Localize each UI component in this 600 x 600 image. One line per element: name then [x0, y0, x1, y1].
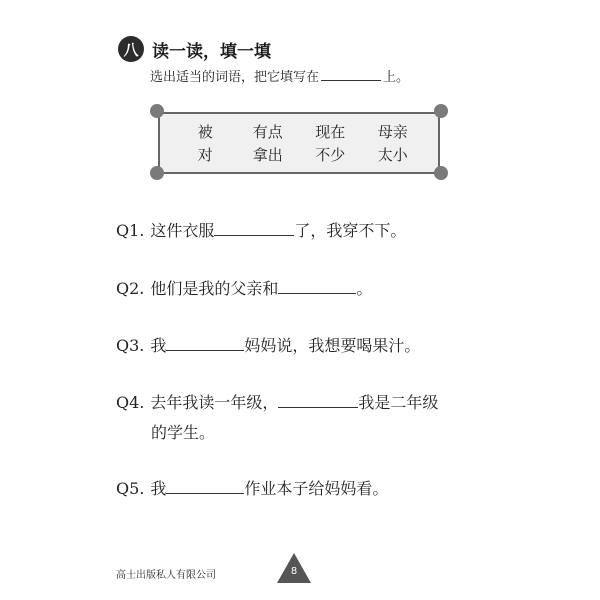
question-number: Q4. [116, 393, 145, 412]
question-text: 这件衣服 [150, 221, 215, 240]
question-1 [116, 218, 406, 241]
word-option: 太小 [377, 146, 408, 164]
question-text: 妈妈说，我想要喝果汁。 [244, 336, 421, 355]
section-number-badge: 八 [118, 36, 144, 62]
question-text: 我 [150, 479, 167, 498]
publisher-name: 高士出版私人有限公司 [116, 570, 216, 581]
answer-blank[interactable] [278, 393, 358, 408]
word-option: 有点 [252, 123, 283, 141]
answer-blank[interactable] [166, 479, 244, 494]
word-option: 被 [197, 123, 213, 141]
question-number: Q3. [116, 336, 145, 355]
section-header [118, 36, 271, 62]
corner-dot [434, 104, 448, 118]
question-number: Q2. [116, 279, 145, 298]
word-option: 母亲 [377, 123, 408, 141]
question-2 [116, 276, 372, 299]
word-option: 现在 [315, 123, 346, 141]
question-text: 我 [150, 336, 167, 355]
word-option: 不少 [315, 146, 346, 164]
instruction-after: 上。 [383, 70, 410, 85]
question-5 [116, 476, 388, 499]
instruction-text [150, 66, 409, 85]
question-text: 去年我读一年级， [150, 393, 279, 412]
instruction-before: 选出适当的词语，把它填写在 [150, 70, 320, 85]
answer-blank[interactable] [278, 279, 356, 294]
question-3 [116, 333, 420, 356]
question-text: 。 [356, 279, 373, 298]
word-grid [160, 114, 438, 172]
question-number: Q5. [116, 479, 145, 498]
question-4-continuation: 的学生。 [151, 423, 216, 442]
answer-blank[interactable] [214, 221, 294, 236]
corner-dot [150, 166, 164, 180]
corner-dot [434, 166, 448, 180]
question-text: 我是二年级 [358, 393, 439, 412]
question-text: 了，我穿不下。 [294, 221, 407, 240]
word-box [150, 104, 450, 180]
answer-blank[interactable] [166, 336, 244, 351]
instruction-blank [321, 68, 381, 81]
question-text: 他们是我的父亲和 [150, 279, 279, 298]
question-text: 作业本子给妈妈看。 [244, 479, 389, 498]
question-number: Q1. [116, 221, 145, 240]
page-number: 8 [290, 566, 298, 577]
word-box-frame [158, 112, 440, 174]
word-option: 对 [197, 146, 213, 164]
word-option: 拿出 [252, 146, 283, 164]
corner-dot [150, 104, 164, 118]
question-4 [116, 390, 438, 413]
section-title: 读一读，填一填 [152, 41, 271, 62]
